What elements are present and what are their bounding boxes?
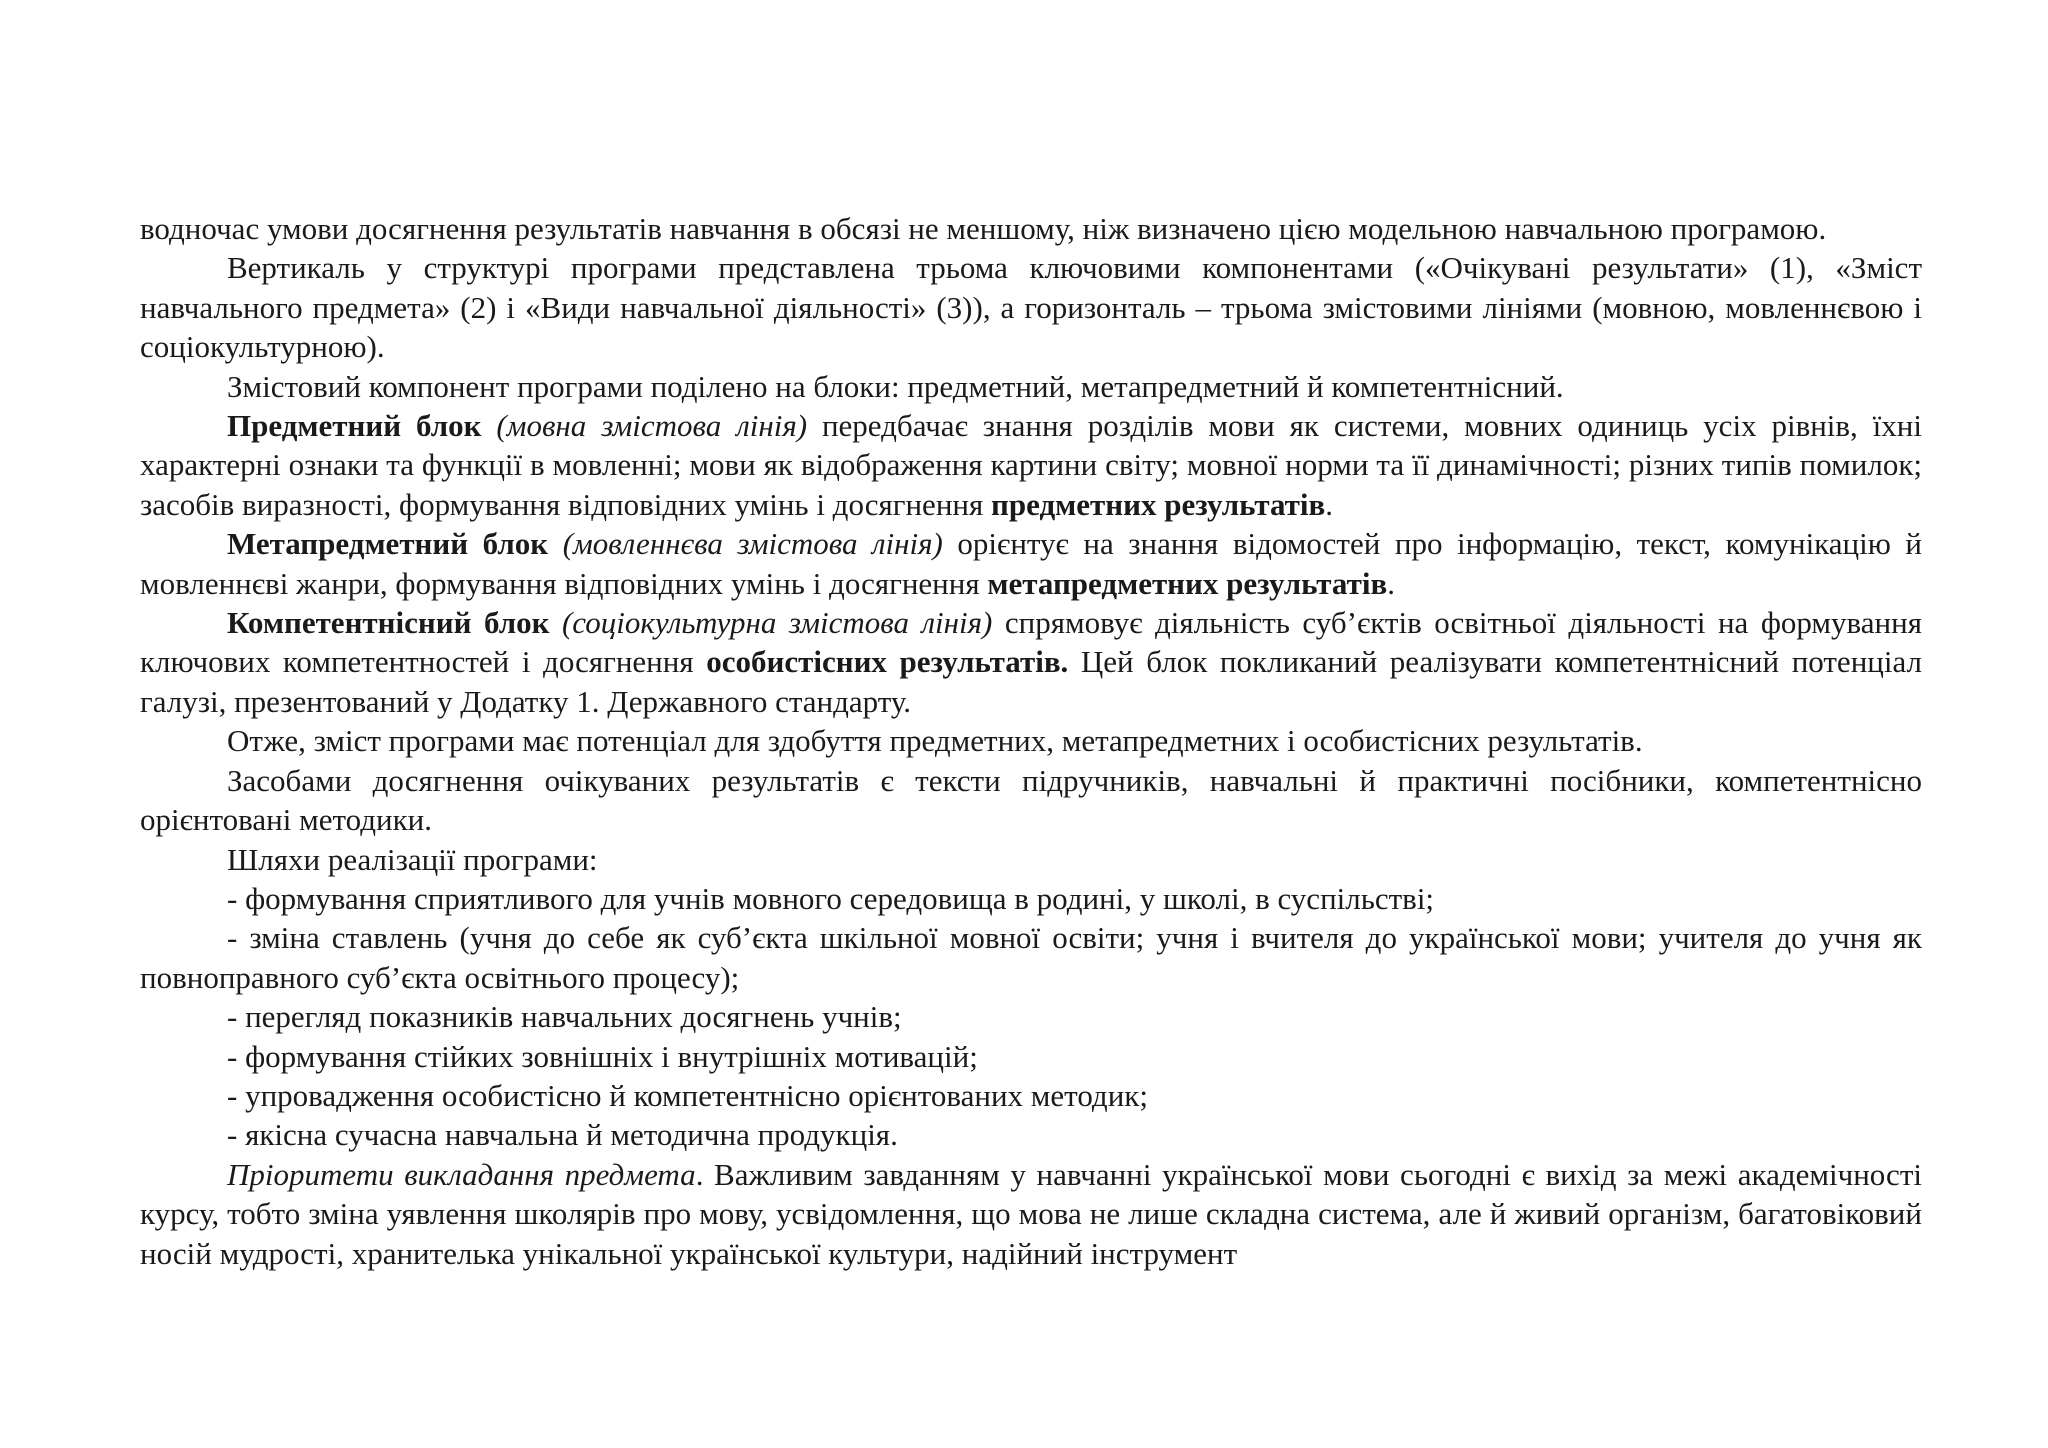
- bold-term: метапредметних результатів: [987, 565, 1388, 601]
- paragraph-subject-block: [140, 406, 1922, 524]
- paragraph-metasubject-block: [140, 524, 1922, 603]
- paragraph-text: Шляхи реалізації програми:: [227, 841, 598, 877]
- italic-term: Пріоритети викладання предмета: [227, 1156, 696, 1192]
- paragraph-summary: [140, 721, 1922, 760]
- paragraph-means: [140, 761, 1922, 840]
- list-item: [140, 997, 1922, 1036]
- paragraph-text: .: [1325, 486, 1333, 522]
- paragraph-text: Засобами досягнення очікуваних результатів є тексти підручників, навчальні й практичні посібники, компетентнісно орієнтовані методики.: [140, 762, 1922, 838]
- paragraph-competence-block: [140, 603, 1922, 721]
- list-item-text: - упровадження особистісно й компетентнісно орієнтованих методик;: [227, 1077, 1148, 1113]
- bold-term: Компетентнісний блок: [227, 605, 550, 641]
- bold-term: предметних результатів: [991, 486, 1326, 522]
- paragraph-ways-heading: [140, 840, 1922, 879]
- paragraph-text: Цей блок покликаний реалізувати компетентнісний потенціал галузі, презентований у Додатку 1. Державного стандарту.: [140, 644, 1922, 719]
- paragraph-text: Змістовий компонент програми поділено на блоки: предметний, метапредметний й компетентнісний.: [227, 368, 1564, 404]
- italic-term: (мовна змістова лінія): [496, 408, 808, 444]
- paragraph-text: Вертикаль у структурі програми представлена трьома ключовими компонентами («Очікувані результати» (1), «Зміст навчального предмета» (2) і «Види навчальної діяльності» (3)), а горизонталь – трьома змістовими лініями (мовною, мовленнєвою і соціокультурною).: [140, 250, 1922, 365]
- paragraph-priorities: [140, 1155, 1922, 1273]
- list-item-text: - перегляд показників навчальних досягнень учнів;: [227, 999, 902, 1035]
- paragraph-structure-vertical: [140, 248, 1922, 366]
- paragraph-content-blocks: [140, 367, 1922, 406]
- list-item: [140, 879, 1922, 918]
- paragraph-text: водночас умови досягнення результатів навчання в обсязі не меншому, ніж визначено цією модельною навчальною програмою.: [140, 211, 1827, 246]
- list-item: [140, 918, 1922, 997]
- paragraph-continuation: [140, 209, 1922, 248]
- list-item-text: - якісна сучасна навчальна й методична продукція.: [227, 1117, 898, 1153]
- list-item-text: - формування стійких зовнішніх і внутрішніх мотивацій;: [227, 1038, 978, 1074]
- paragraph-text: спрямовує діяльність суб’єктів освітньої діяльності на формування ключових компетентностей і досягнення: [140, 605, 1922, 680]
- bold-term: Предметний блок: [227, 408, 482, 444]
- list-item: [140, 1115, 1922, 1154]
- list-item: [140, 1037, 1922, 1076]
- list-item-text: - зміна ставлень (учня до себе як суб’єкта шкільної мовної освіти; учня і вчителя до української мови; учителя до учня як повноправного суб’єкта освітнього процесу);: [140, 920, 1922, 995]
- list-item: [140, 1076, 1922, 1115]
- paragraph-text: .: [1387, 565, 1395, 601]
- bold-term: особистісних результатів.: [706, 644, 1069, 680]
- document-body: [140, 209, 1922, 1273]
- paragraph-text: . Важливим завданням у навчанні української мови сьогодні є вихід за межі академічності курсу, тобто зміна уявлення школярів про мову, усвідомлення, що мова не лише складна система, але й живий організм, багатовіковий носій мудрості, хранителька унікальної української культури, надійний інструмент: [140, 1156, 1922, 1271]
- list-item-text: - формування сприятливого для учнів мовного середовища в родині, у школі, в суспільстві;: [227, 880, 1435, 916]
- paragraph-text: передбачає знання розділів мови як системи, мовних одиниць усіх рівнів, їхні характерні ознаки та функції в мовленні; мови як відображення картини світу; мовної норми та її динамічності; різних типів помилок; засобів виразності, формування відповідних умінь і досягнення: [140, 408, 1922, 522]
- italic-term: (мовленнєва змістова лінія): [562, 526, 943, 562]
- italic-term: (соціокультурна змістова лінія): [561, 605, 993, 641]
- paragraph-text: Отже, зміст програми має потенціал для здобуття предметних, метапредметних і особистісних результатів.: [227, 723, 1643, 759]
- bold-term: Метапредметний блок: [227, 526, 549, 562]
- paragraph-text: орієнтує на знання відомостей про інформацію, текст, комунікацію й мовленнєві жанри, формування відповідних умінь і досягнення: [140, 526, 1923, 601]
